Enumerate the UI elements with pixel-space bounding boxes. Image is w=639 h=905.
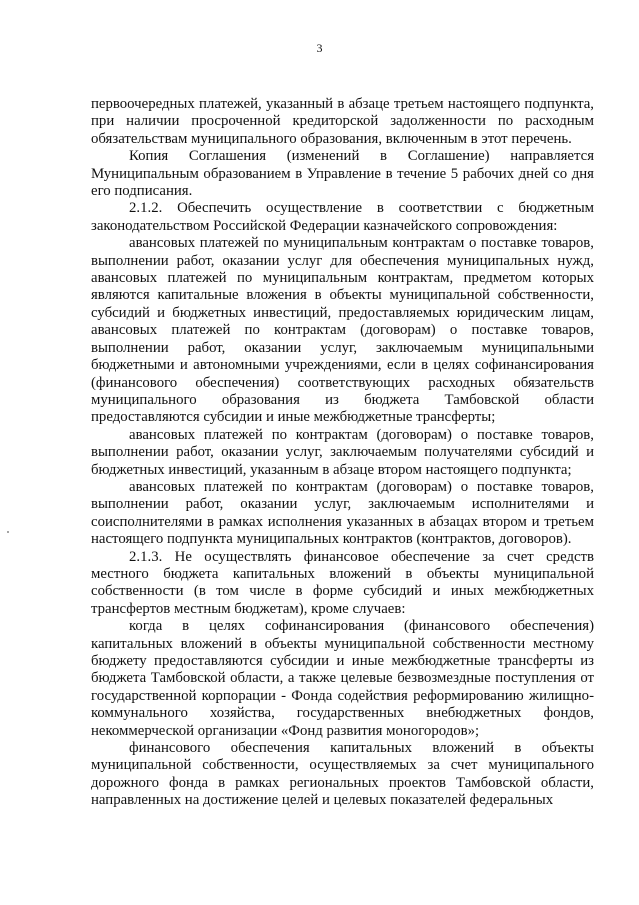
paragraph-cofinancing-case: когда в целях софинансирования (финансового обеспечения) капитальных вложений в объекты муниципальной собственности местному бюджету предоставляются субсидии и иные межбюджетные трансферты из бюджета Тамбовской области, а также целевые безвозмездные поступления от государственной корпорации - Фонда содействия реформированию жилищно-коммунального хозяйства, государственных внебюджетных фондов, некоммерческой организации «Фонд развития моногородов»; <box>91 618 594 739</box>
paragraph-2-1-2: 2.1.2. Обеспечить осуществление в соответствии с бюджетным законодательством Российской Федерации казначейского сопровождения: <box>91 200 594 234</box>
paragraph-advance-payments-recipients: авансовых платежей по контрактам (договорам) о поставке товаров, выполнении работ, оказании услуг, заключаемым получателями субсидий и бюджетных инвестиций, указанным в абзаце втором настоящего подпункта; <box>91 426 594 478</box>
page-number: 3 <box>316 41 323 55</box>
paragraph-advance-payments-municipal: авансовых платежей по муниципальным контрактам о поставке товаров, выполнении работ, оказании услуг для обеспечения муниципальных нужд, авансовых платежей по муниципальным контрактам, предметом которых являются капитальные вложения в объекты муниципальной собственности, субсидий и бюджетных инвестиций, предоставляемых юридическим лицам, авансовых платежей по контрактам (договорам) о поставке товаров, выполнении работ, оказании услуг, заключаемым муниципальными бюджетными и автономными учреждениями, если в целях софинансирования (финансового обеспечения) соответствующих расходных обязательств муниципального образования из бюджета Тамбовской области предоставляются субсидии и иные межбюджетные трансферты; <box>91 235 594 426</box>
paragraph-agreement-copy: Копия Соглашения (изменений в Соглашение) направляется Муниципальным образованием в Управление в течение 5 рабочих дней со дня его подписания. <box>91 148 594 200</box>
margin-dot <box>7 531 9 533</box>
paragraph-advance-payments-contractors: авансовых платежей по контрактам (договорам) о поставке товаров, выполнении работ, оказании услуг, заключаемым исполнителями и соисполнителями в рамках исполнения указанных в абзацах втором и третьем настоящего подпункта муниципальных контрактов (контрактов, договоров). <box>91 478 594 548</box>
paragraph-road-fund-case: финансового обеспечения капитальных вложений в объекты муниципальной собственности, осуществляемых за счет муниципального дорожного фонда в рамках региональных проектов Тамбовской области, направленных на достижение целей и целевых показателей федеральных <box>91 740 594 809</box>
paragraph-continuation: первоочередных платежей, указанный в абзаце третьем настоящего подпункта, при наличии просроченной кредиторской задолженности по расходным обязательствам муниципального образования, включенным в этот перечень. <box>91 96 594 147</box>
document-body <box>91 96 594 810</box>
paragraph-2-1-3: 2.1.3. Не осуществлять финансовое обеспечение за счет средств местного бюджета капитальных вложений в объекты муниципальной собственности (в том числе в форме субсидий и иных межбюджетных трансфертов местным бюджетам), кроме случаев: <box>91 548 594 617</box>
